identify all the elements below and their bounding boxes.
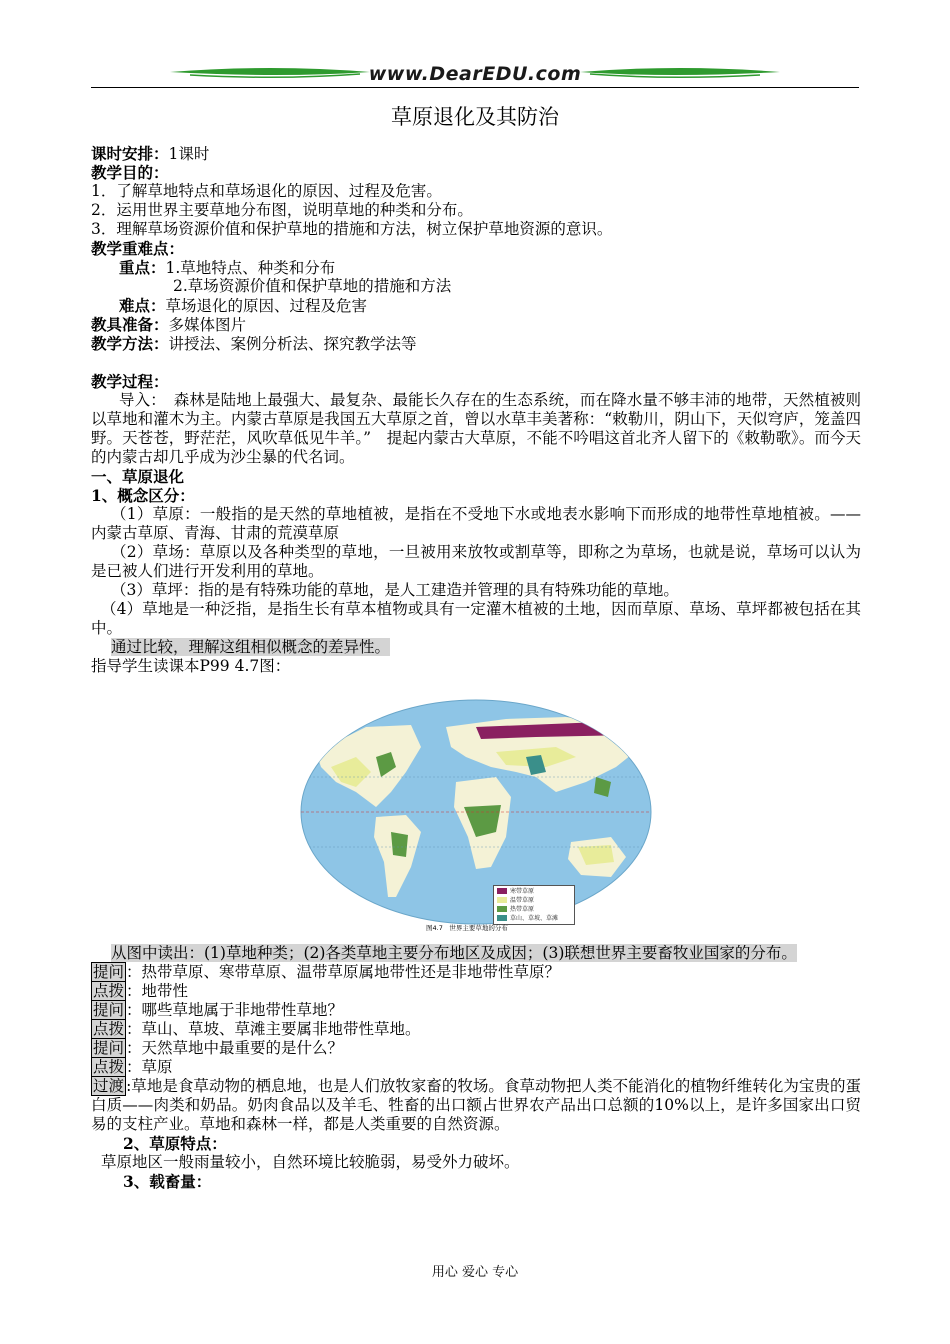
concept-paragraph: （2）草场：草原以及各种类型的草地，一旦被用来放牧或割草等，即称之为草场，也就是说，草场可以认为是已被人们进行开发利用的草地。 xyxy=(91,543,861,580)
map-image xyxy=(296,697,656,943)
guide-line: 指导学生读课本P99 4.7图： xyxy=(91,657,291,675)
key-point-line: 2.草场资源价值和保护草地的措施和方法 xyxy=(173,277,452,295)
difficulty-line: 难点：草场退化的原因、过程及危害 xyxy=(119,296,368,315)
legend-item: 草山、草坡、草滩 xyxy=(494,913,574,922)
key-point-line: 重点：1.草地特点、种类和分布 xyxy=(119,258,336,277)
concept-paragraph: （4）草地是一种泛指，是指生长有草本植物或具有一定灌木植被的土地，因而草原、草场、草坪都被包括在其中。 xyxy=(91,600,861,637)
objective-heading: 教学目的： xyxy=(91,163,169,182)
qa-line: 点拨 ：地带性 xyxy=(93,982,189,1000)
reading-paragraph: 从图中读出：(1)草地种类；(2)各类草地主要分布地区及成因；(3)联想世界主要畜牧业国家的分布。 xyxy=(111,944,797,962)
subsection-heading: 1、概念区分： xyxy=(91,486,195,505)
subsection-heading: 3、载畜量： xyxy=(123,1172,212,1191)
page-footer: 用心 爱心 专心 xyxy=(431,1265,519,1280)
qa-line: 提问 ：天然草地中最重要的是什么？ xyxy=(93,1039,344,1057)
site-logo-text: www.DearEDU.com xyxy=(368,63,582,85)
world-grassland-map xyxy=(296,697,656,943)
section-heading: 一、草原退化 xyxy=(91,467,185,486)
qa-line: 提问 ：哪些草地属于非地带性草地？ xyxy=(93,1001,344,1019)
objective-item: 2．运用世界主要草地分布图，说明草地的种类和分布。 xyxy=(91,201,473,219)
materials-line: 教具准备：多媒体图片 xyxy=(91,315,247,334)
transition-paragraph: 过渡 :草地是食草动物的栖息地，也是人们放牧家畜的牧场。食草动物把人类不能消化的植物纤维转化为宝贵的蛋白质——肉类和奶品。奶肉食品以及羊毛、牲畜的出口额占世界农产品出口总额的10%以上，是许多国家出口贸易的支柱产业。草地和森林一样，都是人类重要的自然资源。 xyxy=(91,1077,861,1133)
objective-item: 1．了解草地特点和草场退化的原因、过程及危害。 xyxy=(91,182,442,200)
page-title: 草原退化及其防治 xyxy=(391,105,559,129)
concept-paragraph: （1）草原：一般指的是天然的草地植被，是指在不受地下水或地表水影响下而形成的地带性草地植被。——内蒙古草原、青海、甘肃的荒漠草原 xyxy=(91,505,861,542)
methods-line: 教学方法：讲授法、案例分析法、探究教学法等 xyxy=(91,334,417,353)
header-banner xyxy=(170,62,780,88)
schedule-line: 课时安排：1课时 xyxy=(91,144,210,163)
qa-line: 点拨 ：草山、草坡、草滩主要属非地带性草地。 xyxy=(93,1020,421,1038)
qa-line: 提问 ：热带草原、寒带草原、温带草原属地带性还是非地带性草原？ xyxy=(93,963,561,981)
process-heading: 教学过程： xyxy=(91,372,169,391)
legend-item: 温带草原 xyxy=(494,895,574,904)
legend-item: 热带草原 xyxy=(494,904,574,913)
map-legend xyxy=(493,885,575,925)
concept-paragraph: （3）草坪：指的是有特殊功能的草地，是人工建造并管理的具有特殊功能的草地。 xyxy=(111,581,679,599)
key-points-heading: 教学重难点： xyxy=(91,239,185,258)
document-body-continued xyxy=(91,944,861,1191)
objective-item: 3．理解草场资源价值和保护草地的措施和方法，树立保护草地资源的意识。 xyxy=(91,220,613,238)
header-rule xyxy=(91,87,859,88)
compare-note: 通过比较，理解这组相似概念的差异性。 xyxy=(111,638,391,656)
subsection-heading: 2、草原特点： xyxy=(123,1134,227,1153)
legend-item: 寒带草原 xyxy=(494,886,574,895)
map-caption: 图4.7 世界主要草地的分布 xyxy=(426,924,508,932)
qa-line: 点拨 ：草原 xyxy=(93,1058,173,1076)
feature-line: 草原地区一般雨量较小，自然环境比较脆弱，易受外力破坏。 xyxy=(101,1153,520,1171)
intro-paragraph: 导入： 森林是陆地上最强大、最复杂、最能长久存在的生态系统，而在降水量不够丰沛的地带，天然植被则以草地和灌木为主。内蒙古草原是我国五大草原之首，曾以水草丰美著称：“敕勒川，阴山下，天似穹庐，笼盖四野。天苍苍，野茫茫，风吹草低见牛羊。” 提起内蒙古大草原，不能不吟唱这首北齐人留下的《敕勒歌》。而今天的内蒙古却几乎成为沙尘暴的代名词。 xyxy=(91,391,861,466)
document-body xyxy=(91,144,861,676)
